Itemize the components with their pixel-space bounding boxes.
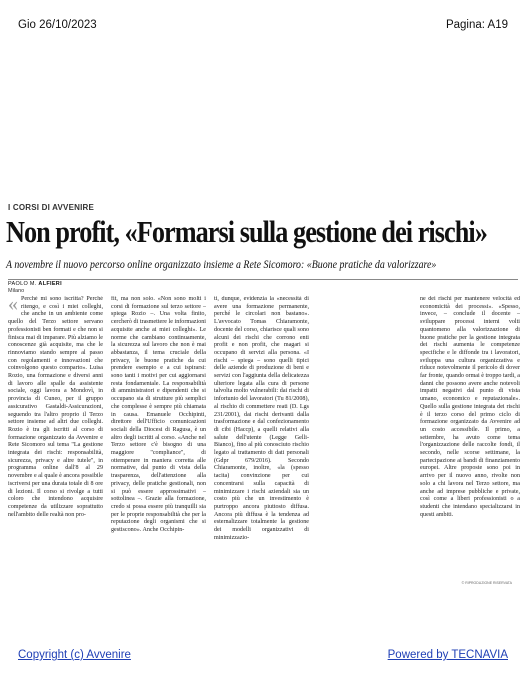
- byline: [8, 281, 62, 287]
- article-body: [8, 296, 520, 596]
- column-text: ne dei rischi per mantenere velocità ed economicità dei processi». «Spesso, invece, – conclude il docente – sviluppare processi interni volti quantomeno alla valorizzazione di buone pratiche per la gestione integrata dei rischi aumenta le competenze specifiche e le diffonde tra i lavoratori, sviluppa una cultura organizzativa e riduce notevolmente il pericolo di dover far fronte, quando ormai è troppo tardi, a danni che possono avere anche notevoli impatti negativi dal punto di vista umano, economico e reputazionale». Quello sulla gestione integrata dei rischi è il terzo corso del primo ciclo di formazione organizzato da Avvenire ad un costo accessibile. Il primo, a settembre, ha avuto come tema l'organizzazione delle raccolte fondi, il secondo, nelle scorse settimane, la partecipazione ai bandi di finanziamento europei. Altre proposte sono poi in arrivo per il nuovo anno, rivolte non solo a chi lavora nel Terzo settore, ma anche ad imprese pubbliche e private, così come a liberi professionisti o a studenti che intendano specializzarsi in questi ambiti.: [420, 296, 520, 518]
- body-column-1: [8, 296, 103, 586]
- body-column-4: [420, 296, 520, 586]
- column-text: Perché mi sono iscritta? Perché ritengo, e così i miei colleghi, che anche in un ambiente come quello del Terzo settore servano professionisti ben formati e che non si finisca mai di imparare. Più alziamo le conoscenze già acquisite, ma che le rinnoviamo stando sempre al passo con regolamenti e innovazioni che coinvolgono questo comparto». Luisa Rozio, una formazione e diversi anni di lavoro alle spalle da assistente sociale, oggi lavora a Mondovì, in provincia di Cuneo, per il gruppo assicurativo Gastaldi-Assicurazioni, seguendo tra l'altro proprio il Terzo settore insieme ad altri due colleghi. Rozio è tra gli iscritti al corso di formazione organizzato da Avvenire e Rete Sicomoro sul tema "La gestione integrata dei rischi: responsabilità, sicurezza, privacy e altre tutele", in programma online dall'8 al 29 novembre e al quale è ancora possibile iscriversi per una durata totale di 8 ore di lezioni. Il corso si rivolge a tutti coloro che intendono acquisire competenze da utilizzare soprattutto nell'ambito delle realtà non pro-: [8, 296, 103, 518]
- divider: [8, 279, 518, 280]
- top-bar: [0, 0, 526, 40]
- dateline-place: Milano: [8, 288, 25, 294]
- column-text: ti, dunque, evidenzia la «necessità di avere una formazione permanente, perché le circolari non bastano». L'avvocato Tomas Chiaramonte, docente del corso, chiarisce quali sono alcuni dei rischi che corrono enti profit e non profit, che magari si occupano di servizi alla persona. «I rischi – spiega – sono quelli tipici delle aziende di produzione di beni e servizi con l'aggiunta della delicatezza ulteriore legata alla cura di persone talvolta molto vulnerabili: dai rischi di infortunio del lavoratori (Tu 81/2008), al rischio di commettere reati (D. Lgs 231/2001), dai rischi derivanti dalla trasformazione e dal confezionamento di cibi (Haccp), a quelli relativi alla salute dell'utente (Legge Gelli-Bianco), fino al più conosciuto rischio legato al trattamento di dati personali (Gdpr 679/2016). Secondo Chiaramonte, inoltre, «la (spesso tacita) convinzione per cui concentrarsi sulla capacità di minimizzare i rischi aziendali sia un costo più che un investimento è purtroppo ancora piuttosto diffusa. Ancora più diffusa è la tendenza ad esternalizzare totalmente la gestione dei modelli organizzativi di minimizzazio-: [214, 296, 309, 541]
- byline-name: PAOLO M.: [8, 281, 39, 287]
- byline-surname: ALFIERI: [38, 281, 62, 287]
- body-column-2: [111, 296, 206, 586]
- article-subhead: A novembre il nuovo percorso online organizzato insieme a Rete Sicomoro: «Buone pratiche da valorizzare»: [6, 259, 437, 271]
- column-text: fit, ma non solo. «Non sono molti i corsi di formazione sul terzo settore – spiega Rozio –. Una volta finito, cercherò di trasmettere le informazioni acquisite anche ai miei colleghi». Le norme che cambiano continuamente, la sicurezza sul lavoro che non è mai abbastanza, il tema cruciale della privacy, le buone pratiche da cui prendere esempio e a cui ispirarsi: sono tanti i motivi per cui aggiornarsi resta fondamentale. La responsabilità di amministratori e dipendenti che si occupano sia di strutture più semplici che complesse è sempre più chiamata in causa. Emanuele Occhipinti, direttore dell'Ufficio comunicazioni sociali della Diocesi di Ragusa, è un altro degli iscritti al corso. «Anche nel Terzo settore c'è bisogno di una maggiore "compliance", di ottemperare in maniera corretta alle normative, dal punto di vista della trasparenza, dell'attenzione alla privacy, delle pratiche gestionali, non si può essere approssimativi – sottolinea –. Grazie alla formazione, credo si possa essere più tranquilli sia per le proprie responsabilità che per la reputazione degli organismi che si gestiscono». Anche Occhipin-: [111, 296, 206, 534]
- page-number: Pagina: A19: [445, 19, 508, 31]
- body-column-3: [214, 296, 309, 586]
- article-clipping: [0, 203, 526, 593]
- article-headline: Non profit, «Formarsi sulla gestione dei rischi»: [6, 215, 487, 249]
- article-kicker: I CORSI DI AVVENIRE: [8, 203, 95, 212]
- copyright-link[interactable]: Copyright (c) Avvenire: [18, 649, 131, 661]
- copyright-credit: © RIPRODUZIONE RISERVATA: [461, 581, 512, 585]
- powered-by-link[interactable]: Powered by TECNAVIA: [387, 649, 508, 661]
- issue-date: Gio 26/10/2023: [18, 19, 97, 31]
- quote-mark-icon: «: [8, 296, 18, 315]
